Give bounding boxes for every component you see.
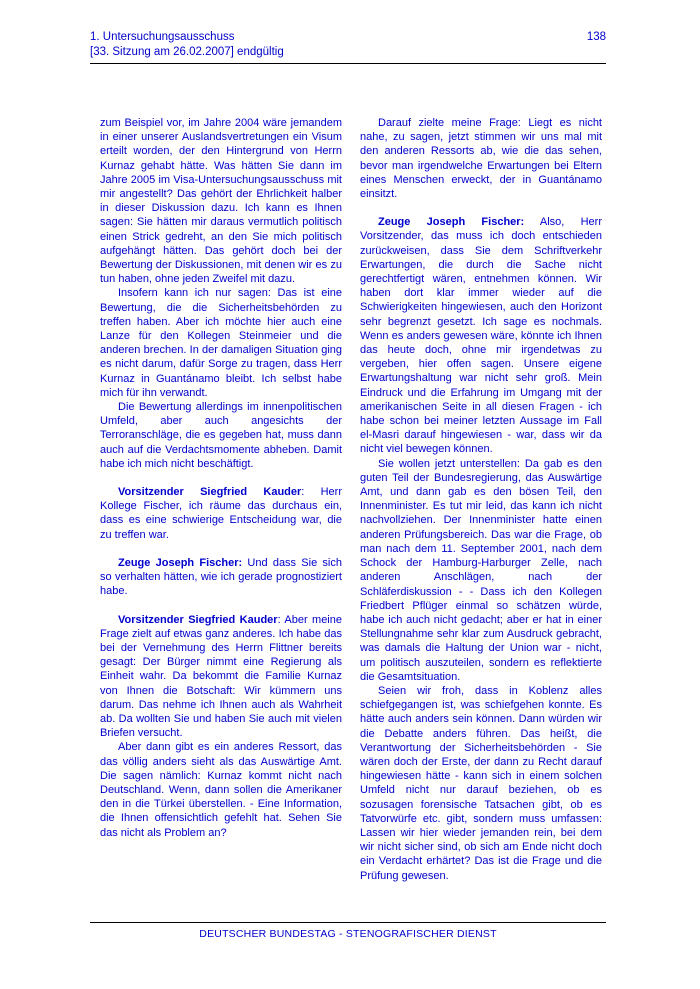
paragraph: Seien wir froh, dass in Koblenz alles schiefgegangen ist, was schiefgehen konnte. Es hätte auch anders sein können. Dann würden wir die Debatte anders führen. Das heißt, die Verantwortung der Sicherheitsbehörden - Sie wären doch der Erste, der dann zu Recht darauf hingewiesen hätte - kann sich in einem solchen Umfeld nicht nur darauf beziehen, ob es sozusagen forensische Tatsachen gibt, ob es Tatvorwürfe etc. gibt, sondern muss umfassen: Lassen wir hier wieder jemanden rein, bei dem wir nicht sicher sind, ob sich am Ende nicht doch ein Verdacht erhärtet? Das ist die Frage und die Prüfung gewesen. [360, 684, 602, 882]
left-column [100, 116, 342, 840]
paragraph: Die Bewertung allerdings im innenpolitischen Umfeld, aber auch angesichts der Terroranschläge, die es gegeben hat, muss dann auch auf die Verdachtsmomente abheben. Damit habe ich mich nicht beschäftigt. [100, 401, 342, 470]
right-column [360, 116, 602, 883]
speaker-name: Zeuge Joseph Fischer: [378, 216, 525, 229]
speech-text: : Herr Kollege Fischer, ich räume das durchaus ein, dass es eine schwierige Entscheidung war, die zu treffen war. [100, 486, 342, 541]
paragraph: Insofern kann ich nur sagen: Das ist eine Bewertung, die die Sicherheitsbehörden zu treffen haben. Aber ich möchte hier auch eine Lanze für den Kollegen Steinmeier und die anderen brechen. In der damaligen Situation ging es nicht darum, dafür Sorge zu tragen, dass Herr Kurnaz in Guantánamo bleibt. Ich selbst habe mich für ihn verwandt. [100, 287, 342, 399]
speech-text: Und dass Sie sich so verhalten hätten, wie ich gerade prognostiziert habe. [100, 556, 342, 598]
header-rule [90, 63, 606, 64]
footer-rule [90, 922, 606, 923]
speech-text: Also, Herr Vorsitzender, das muss ich doch entschieden zurückweisen, dass Sie dem Schriftverkehr Erwartungen, die durch die Sache nicht gerechtfertigt wären, entnehmen können. Wir haben dort klar immer wieder auf die Schwierigkeiten hingewiesen, auch den Horizont sehr begrenzt gesetzt. Ich sage es nochmals. Wenn es anders gewesen wäre, könnte ich Ihnen das heute doch, ohne mir irgendetwas zu vergeben, hier offen sagen. Unsere eigene Erwartungshaltung war nicht sehr groß. Mein Eindruck und die Erfahrung im Umgang mit der amerikanischen Seite in all diesen Fragen - ich habe schon bei meiner letzten Aussage im Fall el-Masri darauf hingewiesen - war, dass wir da nicht viel bewegen können. [360, 216, 602, 456]
paragraph: Darauf zielte meine Frage: Liegt es nicht nahe, zu sagen, jetzt stimmen wir uns mal mit den anderen Ressorts ab, wie die das sehen, bevor man irgendwelche Erwartungen bei Eltern eines Menschen erweckt, der in Guantánamo einsitzt. [360, 117, 602, 201]
speech-text: : Aber meine Frage zielt auf etwas ganz anderes. Ich habe das bei der Vernehmung des Herrn Flittner bereits gesagt: Der Bürger nimmt eine Regierung als Einheit wahr. Da bekommt die Familie Kurnaz von Ihnen die Botschaft: Wir kümmern uns darum. Das nehme ich Ihnen auch als Wahrheit ab. Da wollten Sie und haben Sie auch mit vielen Briefen versucht. [100, 613, 342, 740]
page-footer [90, 928, 606, 940]
committee-name: 1. Untersuchungsausschuss [90, 31, 235, 43]
speech-paragraph [360, 215, 602, 456]
page-header [90, 30, 606, 60]
speaker-name: Vorsitzender Siegfried Kauder [118, 613, 278, 626]
speech-paragraph [100, 485, 342, 542]
paragraph: Sie wollen jetzt unterstellen: Da gab es den guten Teil der Bundesregierung, das Auswärtige Amt, und dann gab es den bösen Teil, den Innenminister. Es tut mir leid, das kann ich nicht nachvollziehen. Der Innenminister hatte einen anderen Prüfungsbereich. Das war die Frage, ob man nach dem 11. September 2001, nach dem Schock der Hamburg-Harburger Zelle, nach anderen Anschlägen, nach der Schläferdiskussion - - Dass ich den Kollegen Friedbert Pflüger einmal so schätzen würde, habe ich auch nicht gedacht; aber er hat in einer Stellungnahme sehr klar zum Ausdruck gebracht, was damals die Haltung der Union war - nicht, um politisch auszuteilen, sondern es reflektierte die Gesamtsituation. [360, 457, 602, 683]
footer-text: DEUTSCHER BUNDESTAG - STENOGRAFISCHER DIENST [199, 928, 497, 940]
paragraph: zum Beispiel vor, im Jahre 2004 wäre jemandem in einer unserer Auslandsvertretungen ein Visum erteilt worden, der den Hintergrund von Herrn Kurnaz gehabt hätte. Was hätten Sie dann im Jahre 2005 im Visa-Untersuchungsausschuss mit mir angestellt? Das gehört der Ehrlichkeit halber in dieser Diskussion dazu. Ich kann es Ihnen sagen: Sie hätten mir daraus vermutlich politisch einen Strick gedreht, an den Sie mich politisch aufgehängt hätten. Das gehört doch bei der Bewertung der Diskussionen, mit denen wir es zu tun haben, ohne jeden Zweifel mit dazu. [100, 117, 342, 286]
speech-paragraph [100, 613, 342, 741]
speaker-name: Zeuge Joseph Fischer: [118, 556, 243, 569]
speech-paragraph [100, 556, 342, 599]
speaker-name: Vorsitzender Siegfried Kauder [118, 486, 302, 499]
session-info: [33. Sitzung am 26.02.2007] endgültig [90, 46, 284, 58]
page-number: 138 [586, 31, 606, 43]
paragraph: Aber dann gibt es ein anderes Ressort, das das völlig anders sieht als das Auswärtige Amt. Die sagen nämlich: Kurnaz kommt nicht nach Deutschland. Wenn, dann sollen die Amerikaner den in die Türkei überstellen. - Eine Information, die Ihnen offensichtlich gefehlt hat. Sehen Sie das nicht als Problem an? [100, 741, 342, 839]
